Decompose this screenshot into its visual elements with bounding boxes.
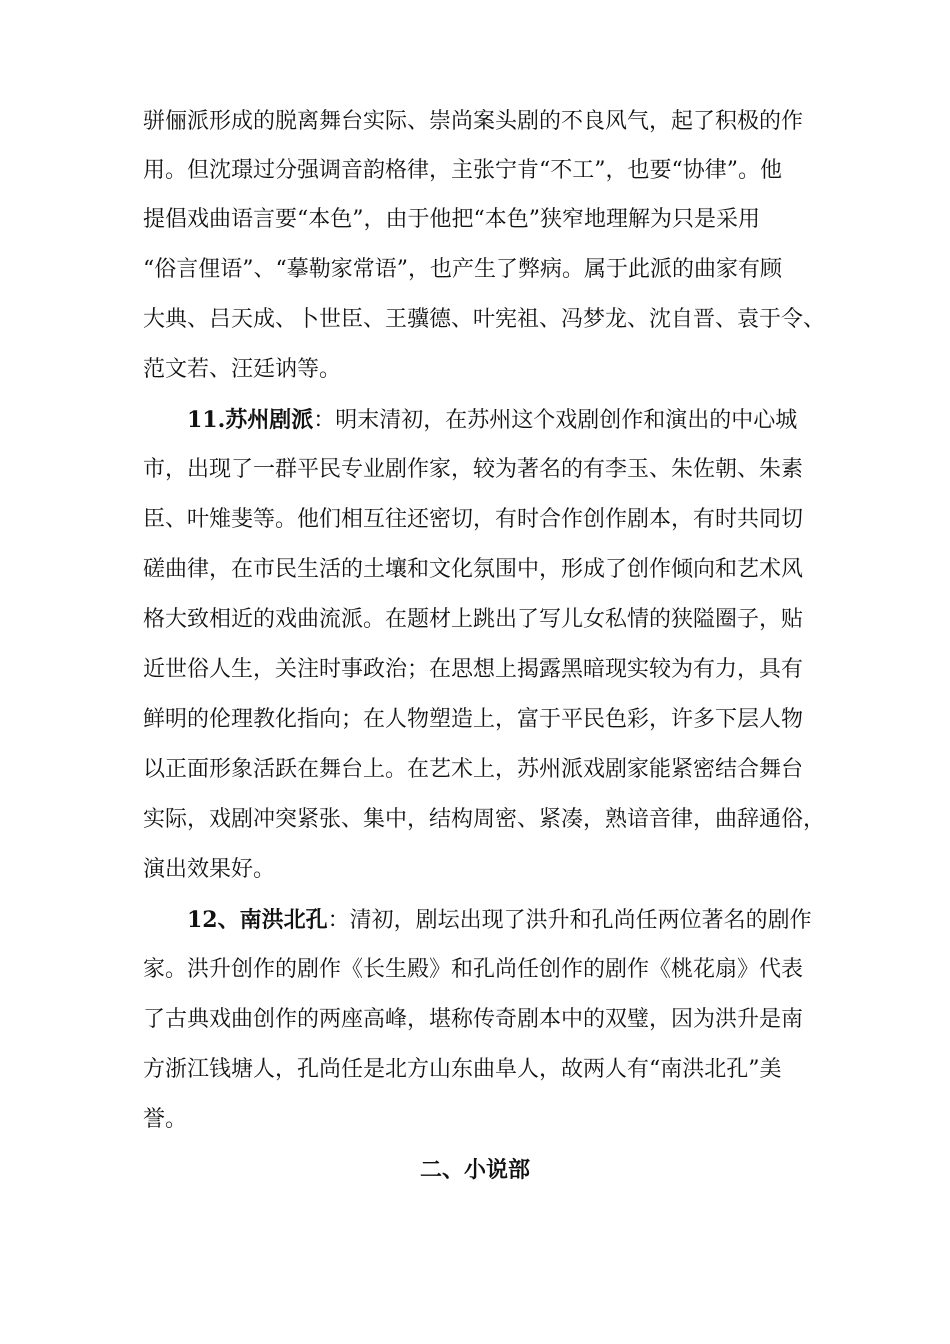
term-nanhong-beikong: 12、南洪北孔: [187, 907, 328, 933]
paragraph-1-line: 范文若、汪廷讷等。: [143, 357, 342, 382]
paragraph-1-line: 骈俪派形成的脱离舞台实际、崇尚案头剧的不良风气，起了积极的作: [143, 109, 804, 134]
paragraph-2-line: 格大致相近的戏曲流派。在题材上跳出了写儿女私情的狭隘圈子，贴: [143, 607, 804, 632]
paragraph-2-line: 市，出现了一群平民专业剧作家，较为著名的有李玉、朱佐朝、朱素: [143, 457, 804, 482]
paragraph-2-line: 臣、叶雉斐等。他们相互往还密切，有时合作创作剧本，有时共同切: [143, 507, 804, 532]
paragraph-3-first-line-text: ：清初，剧坛出现了洪升和孔尚任两位著名的剧作: [327, 908, 812, 933]
term-suzhou-school: 11.苏州剧派: [187, 407, 314, 433]
paragraph-2-line: 实际，戏剧冲突紧张、集中，结构周密、紧凑，熟谙音律，曲辞通俗，: [143, 807, 826, 832]
paragraph-3-line: 誉。: [143, 1107, 188, 1132]
paragraph-1-line: 提倡戏曲语言要“本色”，由于他把“本色”狭窄地理解为只是采用: [143, 207, 760, 232]
paragraph-3-first-line: [187, 905, 823, 936]
paragraph-1-line: 用。但沈璟过分强调音韵格律，主张宁肯“不工”，也要“协律”。他: [143, 158, 782, 183]
paragraph-1-line: “俗言俚语”、“摹勒家常语”，也产生了弊病。属于此派的曲家有顾: [143, 257, 782, 282]
paragraph-2-first-line-text: ：明末清初，在苏州这个戏剧创作和演出的中心城: [313, 408, 798, 433]
paragraph-1-line: 大典、吕天成、卜世臣、王骥德、叶宪祖、冯梦龙、沈自晋、袁于令、: [143, 307, 826, 332]
paragraph-2-line: 演出效果好。: [143, 857, 276, 882]
paragraph-3-line: 了古典戏曲创作的两座高峰，堪称传奇剧本中的双璧，因为洪升是南: [143, 1007, 804, 1032]
section-heading: 二、小说部: [419, 1157, 530, 1183]
paragraph-2-first-line: [187, 405, 823, 436]
paragraph-3-line: 家。洪升创作的剧作《长生殿》和孔尚任创作的剧作《桃花扇》代表: [143, 957, 804, 982]
paragraph-2-line: 以正面形象活跃在舞台上。在艺术上，苏州派戏剧家能紧密结合舞台: [143, 757, 804, 782]
paragraph-2-line: 鲜明的伦理教化指向；在人物塑造上，富于平民色彩，许多下层人物: [143, 707, 804, 732]
paragraph-2-line: 近世俗人生，关注时事政治；在思想上揭露黑暗现实较为有力，具有: [143, 657, 804, 682]
paragraph-3-line: 方浙江钱塘人，孔尚任是北方山东曲阜人，故两人有“南洪北孔”美: [143, 1057, 782, 1082]
paragraph-2-line: 磋曲律，在市民生活的土壤和文化氛围中，形成了创作倾向和艺术风: [143, 557, 804, 582]
